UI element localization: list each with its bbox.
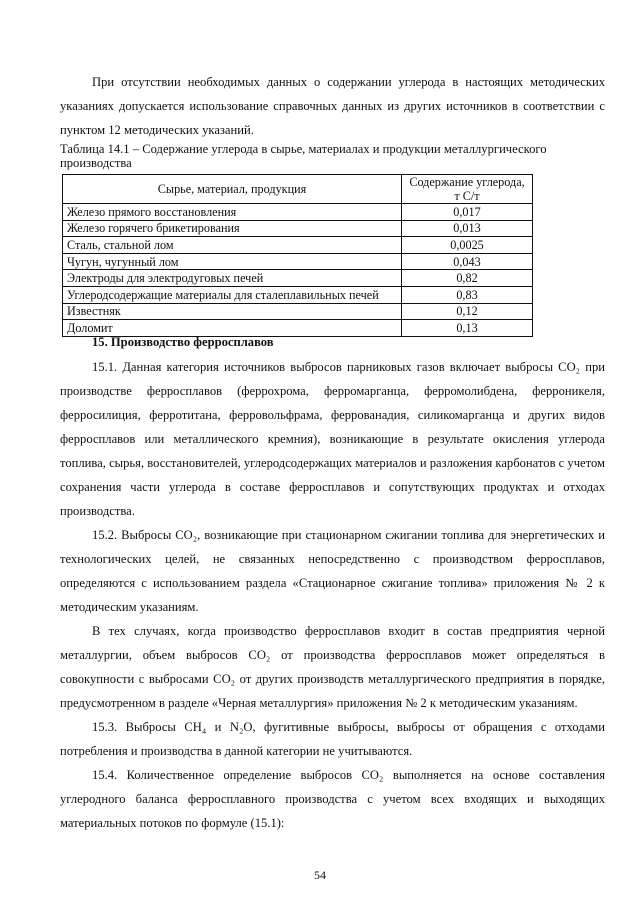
row-carbon-value: 0,017	[402, 204, 533, 221]
row-material: Железо горячего брикетирования	[63, 220, 402, 237]
paragraph-ferrous-metallurgy: В тех случаях, когда производство ферросплавов входит в состав предприятия черной металлургии, объем выбросов CO₂ от производства ферросплавов может определяться в совокупности с выбросами CO₂ от других производств металлургического предприятия в порядке, предусмотренном в разделе «Черная металлургия» приложения № 2 к методическим указаниям.	[60, 624, 605, 710]
table-row	[63, 286, 533, 303]
paragraph-15-4: 15.4. Количественное определение выбросов CO₂ выполняется на основе составления углеродного баланса ферросплавного производства с учетом всех входящих и выходящих материальных потоков по формуле (15.1):	[60, 768, 605, 830]
row-carbon-value: 0,13	[402, 320, 533, 337]
paragraph-15-1: 15.1. Данная категория источников выбросов парниковых газов включает выбросы CO₂ при производстве ферросплавов (феррохрома, ферромарганца, ферромолибдена, ферроникеля, ферросилиция, ферротитана, ферровольфрама, феррованадия, силикомарганца и других видов ферросплавов или металлического кремния), возникающие в результате окисления углерода топлива, сырья, восстановителей, углеродсодержащих материалов и разложения карбонатов с учетом сохранения части углерода в составе ферросплавов и сопутствующих продуктах и отходах производства.	[60, 360, 605, 518]
paragraph-15-3: 15.3. Выбросы CH₄ и N₂O, фугитивные выбросы, выбросы от обращения с отходами потребления и производства в данной категории не учитываются.	[60, 720, 605, 758]
table-row	[63, 253, 533, 270]
page-number: 54	[314, 868, 326, 882]
table-row	[63, 237, 533, 254]
intro-paragraph: При отсутствии необходимых данных о содержании углерода в настоящих методических указаниях допускается использование справочных данных из других источников в соответствии с пунктом 12 методических указаний.	[60, 75, 605, 137]
row-carbon-value: 0,013	[402, 220, 533, 237]
table-caption: Таблица 14.1 – Содержание углерода в сырье, материалах и продукции металлургического производства	[60, 142, 547, 170]
row-material: Чугун, чугунный лом	[63, 253, 402, 270]
row-material: Известняк	[63, 303, 402, 320]
table-row	[63, 303, 533, 320]
row-carbon-value: 0,83	[402, 286, 533, 303]
row-carbon-value: 0,82	[402, 270, 533, 287]
row-material: Электроды для электродуговых печей	[63, 270, 402, 287]
section-ferroalloys	[60, 330, 605, 835]
table-row	[63, 270, 533, 287]
paragraph-15-2: 15.2. Выбросы CO₂, возникающие при стационарном сжигании топлива для энергетических и технологических целей, не связанных непосредственно с производством ферросплавов, определяются с использованием раздела «Стационарное сжигание топлива» приложения № 2 к методическим указаниям.	[60, 528, 605, 614]
row-material: Железо прямого восстановления	[63, 204, 402, 221]
row-material: Сталь, стальной лом	[63, 237, 402, 254]
row-carbon-value: 0,043	[402, 253, 533, 270]
row-material: Доломит	[63, 320, 402, 337]
table-row	[63, 220, 533, 237]
row-carbon-value: 0,0025	[402, 237, 533, 254]
column-header-material: Сырье, материал, продукция	[63, 175, 402, 204]
table-row	[63, 204, 533, 221]
row-material: Углеродсодержащие материалы для сталеплавильных печей	[63, 286, 402, 303]
row-carbon-value: 0,12	[402, 303, 533, 320]
section-heading: 15. Производство ферросплавов	[92, 335, 274, 349]
column-header-carbon: Содержание углерода, т С/т	[402, 175, 533, 204]
table-header-row	[63, 175, 533, 204]
carbon-content-table	[62, 174, 533, 337]
